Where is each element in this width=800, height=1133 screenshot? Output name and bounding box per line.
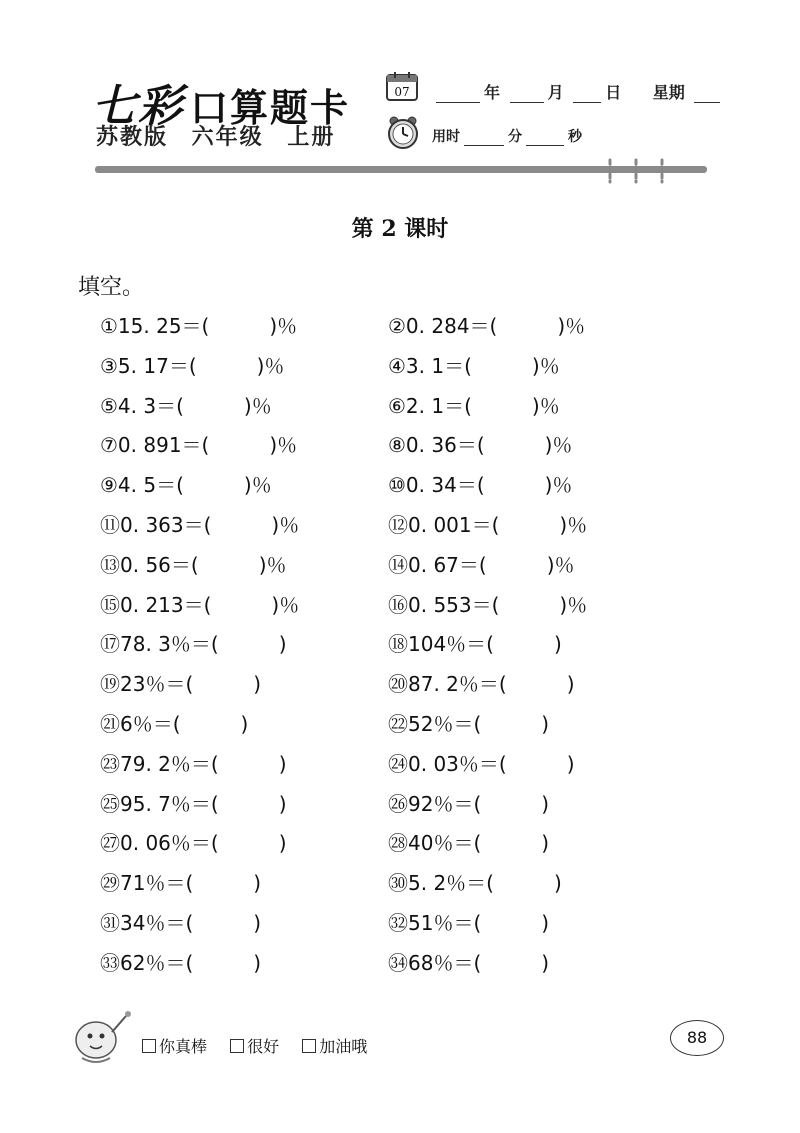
checkbox-icon [142, 1039, 156, 1053]
problem-row [100, 706, 700, 746]
problem-item [100, 507, 299, 543]
month-blank[interactable] [510, 88, 544, 103]
problem-row [100, 825, 700, 865]
problem-item [388, 905, 549, 941]
problem-item [100, 587, 299, 623]
problem-item [388, 427, 572, 463]
problem-expression: ㉖92％＝( [388, 791, 482, 816]
problem-item [100, 786, 287, 822]
year-blank[interactable] [436, 88, 480, 103]
problem-unit: ) [253, 871, 262, 896]
problem-unit: )％ [269, 433, 298, 458]
rating-option-keep-going[interactable]: 加油哦 [302, 1034, 367, 1057]
problem-unit: )％ [559, 592, 588, 617]
self-rating [142, 1034, 385, 1057]
problem-item [100, 905, 261, 941]
problem-item [388, 388, 560, 424]
problem-item [100, 467, 272, 503]
page-number: 88 [670, 1020, 724, 1056]
problem-unit: )％ [531, 353, 560, 378]
problem-row [100, 786, 700, 826]
problem-unit: ) [566, 672, 575, 697]
problem-expression: ㉗0. 06％＝( [100, 831, 219, 856]
problem-expression: ③5. 17＝( [100, 353, 197, 378]
problem-expression: ①15. 25＝( [100, 314, 210, 338]
alarm-clock-icon [385, 114, 421, 150]
problem-item [100, 666, 261, 702]
problem-unit: ) [278, 751, 287, 776]
problem-row [100, 308, 700, 348]
edition-label: 苏教版 六年级 上册 [96, 125, 336, 150]
problem-item [388, 825, 549, 861]
problem-expression: ㉙71％＝( [100, 871, 194, 896]
problem-unit: ) [541, 711, 550, 736]
problem-expression: ⑮0. 213＝( [100, 592, 212, 617]
problem-expression: ㉑6％＝( [100, 711, 181, 736]
problem-item [100, 825, 287, 861]
calendar-icon [385, 70, 419, 102]
problem-expression: ㉜51％＝( [388, 910, 482, 935]
problem-unit: )％ [557, 314, 586, 338]
problem-expression: ⑨4. 5＝( [100, 473, 184, 498]
problem-expression: ㉝62％＝( [100, 950, 194, 975]
problem-unit: )％ [531, 393, 560, 418]
problem-expression: ⑩0. 34＝( [388, 473, 485, 498]
problem-item [100, 348, 284, 384]
problem-unit: )％ [269, 314, 298, 338]
problem-item [100, 746, 287, 782]
problem-expression: ㉘40％＝( [388, 831, 482, 856]
checkbox-icon [302, 1039, 316, 1053]
brand-name: 口算题卡 [190, 85, 351, 130]
problem-item [100, 427, 297, 463]
problem-expression: ④3. 1＝( [388, 353, 472, 378]
calendar-day: 07 [394, 85, 410, 99]
problem-unit: ) [278, 831, 287, 856]
problem-expression: ㉔0. 03％＝( [388, 751, 507, 776]
problem-row [100, 587, 700, 627]
problem-item [100, 865, 261, 901]
time-fields: 用时 分 秒 [432, 129, 582, 145]
problem-item [388, 547, 575, 583]
problem-item [388, 786, 549, 822]
problem-unit: )％ [544, 433, 573, 458]
problem-item [388, 507, 587, 543]
problem-expression: ㉒52％＝( [388, 711, 482, 736]
problem-expression: ⑰78. 3％＝( [100, 632, 219, 657]
seconds-blank[interactable] [526, 131, 564, 146]
problem-expression: ㉓79. 2％＝( [100, 751, 219, 776]
problem-row [100, 388, 700, 428]
problem-row [100, 865, 700, 905]
problem-unit: ) [541, 910, 550, 935]
problem-item [388, 865, 562, 901]
problem-expression: ⑤4. 3＝( [100, 393, 184, 418]
rating-option-great[interactable]: 你真棒 [142, 1034, 207, 1057]
problem-expression: ⑳87. 2％＝( [388, 672, 507, 697]
problem-item [388, 945, 549, 981]
problem-item [388, 706, 549, 742]
problem-unit: )％ [256, 353, 285, 378]
problem-item [388, 467, 572, 503]
problem-unit: )％ [271, 592, 300, 617]
problem-unit: )％ [546, 552, 575, 577]
mascot-illustration-icon [68, 1006, 138, 1066]
problem-item [388, 308, 585, 344]
problem-row [100, 467, 700, 507]
problem-unit: )％ [243, 393, 272, 418]
rating-option-good[interactable]: 很好 [230, 1034, 279, 1057]
problem-expression: ㉛34％＝( [100, 910, 194, 935]
problem-unit: ) [240, 711, 249, 736]
problem-expression: ⑧0. 36＝( [388, 433, 485, 458]
lesson-title: 第 2 课时 [351, 216, 449, 242]
problem-row [100, 547, 700, 587]
problem-unit: )％ [258, 552, 287, 577]
problem-unit: )％ [559, 512, 588, 537]
problem-item [100, 308, 297, 344]
problem-unit: ) [541, 791, 550, 816]
problem-expression: ②0. 284＝( [388, 314, 498, 338]
problem-expression: ⑲23％＝( [100, 672, 194, 697]
problem-row [100, 427, 700, 467]
problem-unit: ) [278, 632, 287, 657]
problem-unit: ) [553, 632, 562, 657]
problem-item [100, 547, 287, 583]
day-blank[interactable] [573, 88, 601, 103]
weekday-blank[interactable] [694, 88, 720, 103]
problem-item [388, 746, 575, 782]
problem-unit: )％ [243, 473, 272, 498]
problem-expression: ㉞68％＝( [388, 950, 482, 975]
problem-unit: ) [253, 672, 262, 697]
problem-expression: ⑱104％＝( [388, 632, 494, 657]
problem-item [100, 388, 272, 424]
problem-item [388, 666, 575, 702]
problem-row [100, 746, 700, 786]
problem-expression: ㉕95. 7％＝( [100, 791, 219, 816]
problem-unit: ) [253, 950, 262, 975]
problem-item [100, 706, 248, 742]
problem-row [100, 507, 700, 547]
problem-item [388, 626, 562, 662]
problem-expression: ㉚5. 2％＝( [388, 871, 494, 896]
problem-unit: ) [553, 871, 562, 896]
problem-row [100, 666, 700, 706]
binder-rings-icon [600, 158, 670, 184]
problem-list [100, 308, 700, 985]
problem-expression: ⑦0. 891＝( [100, 433, 210, 458]
problem-expression: ⑫0. 001＝( [388, 512, 500, 537]
problem-unit: ) [541, 831, 550, 856]
problem-item [388, 587, 587, 623]
problem-expression: ⑬0. 56＝( [100, 552, 199, 577]
checkbox-icon [230, 1039, 244, 1053]
brand-logo: 七彩 [92, 81, 184, 132]
problem-unit: ) [253, 910, 262, 935]
problem-item [388, 348, 560, 384]
problem-unit: )％ [544, 473, 573, 498]
problem-expression: ⑪0. 363＝( [100, 512, 212, 537]
minutes-blank[interactable] [464, 131, 504, 146]
page-header [0, 0, 800, 190]
problem-unit: ) [541, 950, 550, 975]
problem-item [100, 626, 287, 662]
instruction-text: 填空。 [78, 275, 145, 300]
problem-item [100, 945, 261, 981]
problem-unit: )％ [271, 512, 300, 537]
problem-row [100, 348, 700, 388]
problem-unit: ) [566, 751, 575, 776]
problem-row [100, 905, 700, 945]
problem-expression: ⑥2. 1＝( [388, 393, 472, 418]
date-fields: 年 月 日 星期 [432, 80, 724, 103]
problem-expression: ⑭0. 67＝( [388, 552, 487, 577]
problem-row [100, 626, 700, 666]
problem-unit: ) [278, 791, 287, 816]
problem-expression: ⑯0. 553＝( [388, 592, 500, 617]
problem-row [100, 945, 700, 985]
